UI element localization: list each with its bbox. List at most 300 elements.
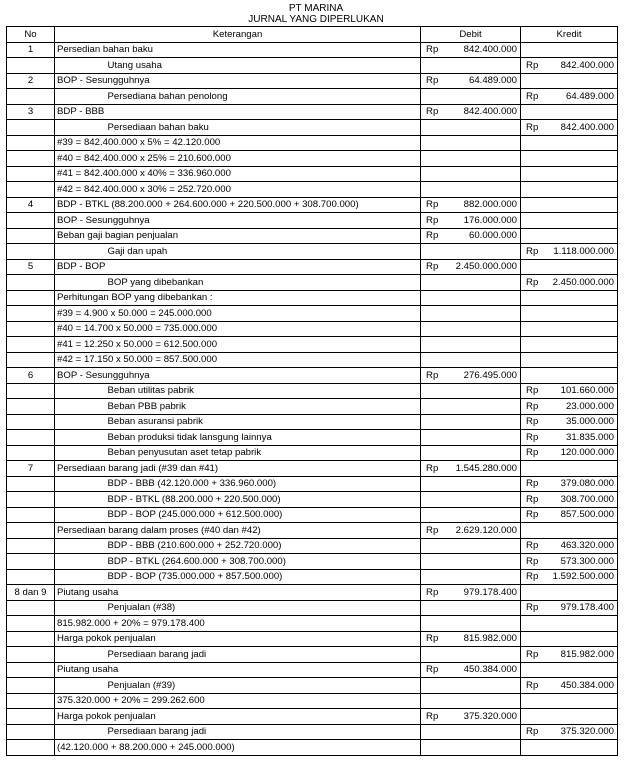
- account-text: BDP - BTKL (88.200.000 + 264.600.000 + 220.500.000 + 308.700.000): [57, 199, 359, 211]
- table-row: [7, 523, 618, 539]
- debit-cell: [421, 507, 521, 523]
- indent-cell: [55, 89, 106, 105]
- account-credit-text: Beban PBB pabrik: [107, 400, 186, 412]
- account-credit-text: Persediana bahan penolong: [107, 90, 228, 102]
- kredit-amount: 2.450.000.000: [552, 276, 615, 288]
- table-row: [7, 151, 618, 167]
- kredit-amount: 308.700.000: [560, 493, 615, 505]
- kredit-amount: 1.118.000.000: [553, 245, 615, 257]
- entry-number: [7, 724, 55, 740]
- indent-cell: [55, 538, 106, 554]
- table-row: [7, 554, 618, 570]
- table-row: [7, 321, 618, 337]
- header-keterangan: Keterangan: [55, 27, 421, 43]
- table-row: [7, 631, 618, 647]
- account-text: Harga pokok penjualan: [57, 710, 156, 722]
- currency-label: Rp: [526, 555, 539, 567]
- account-text: #39 = 4.900 x 50.000 = 245.000.000: [57, 307, 212, 319]
- currency-label: Rp: [526, 59, 539, 71]
- debit-cell: [421, 445, 521, 461]
- entry-number: 1: [7, 42, 55, 58]
- entry-number: [7, 58, 55, 74]
- account-credit-text: Penjualan (#39): [107, 679, 176, 691]
- kredit-amount: 815.982.000: [560, 648, 615, 660]
- currency-label: Rp: [526, 121, 539, 133]
- kredit-cell: [521, 290, 618, 306]
- debit-amount: 2.450.000.000: [455, 261, 518, 273]
- entry-number: [7, 709, 55, 725]
- kredit-cell: [521, 662, 618, 678]
- table-row: [7, 244, 618, 260]
- currency-label: Rp: [426, 214, 439, 226]
- indent-cell: [55, 507, 106, 523]
- indent-cell: [55, 445, 106, 461]
- debit-cell: [421, 120, 521, 136]
- table-row: [7, 693, 618, 709]
- entry-number: [7, 352, 55, 368]
- debit-cell: [421, 693, 521, 709]
- currency-label: Rp: [526, 431, 539, 443]
- indent-cell: [55, 383, 106, 399]
- debit-cell: [421, 647, 521, 663]
- table-row: [7, 662, 618, 678]
- account-text: 815.982.000 + 20% = 979.178.400: [57, 617, 205, 629]
- debit-cell: [421, 89, 521, 105]
- kredit-cell: [521, 228, 618, 244]
- entry-number: [7, 290, 55, 306]
- indent-cell: [55, 569, 106, 585]
- account-credit-text: Beban penyusutan aset tetap pabrik: [107, 447, 262, 459]
- table-row: [7, 58, 618, 74]
- currency-label: Rp: [426, 369, 439, 381]
- entry-number: [7, 445, 55, 461]
- kredit-amount: 463.320.000: [560, 540, 615, 552]
- table-row: [7, 166, 618, 182]
- table-row: [7, 740, 618, 756]
- kredit-cell: [521, 120, 618, 136]
- kredit-cell: [521, 631, 618, 647]
- entry-number: [7, 120, 55, 136]
- entry-number: [7, 693, 55, 709]
- entry-number: [7, 507, 55, 523]
- entry-number: [7, 678, 55, 694]
- kredit-cell: [521, 647, 618, 663]
- account-text: #40 = 842.400.000 x 25% = 210.600.000: [57, 152, 231, 164]
- table-row: [7, 197, 618, 213]
- table-row: [7, 709, 618, 725]
- entry-number: [7, 244, 55, 260]
- debit-amount: 276.495.000: [463, 369, 518, 381]
- debit-cell: [421, 554, 521, 570]
- currency-label: Rp: [426, 44, 439, 56]
- debit-cell: [421, 182, 521, 198]
- debit-cell: [421, 631, 521, 647]
- kredit-amount: 573.300.000: [560, 555, 615, 567]
- kredit-amount: 23.000.000: [566, 400, 615, 412]
- kredit-cell: [521, 58, 618, 74]
- kredit-cell: [521, 492, 618, 508]
- table-row: [7, 399, 618, 415]
- indent-cell: [55, 678, 106, 694]
- kredit-amount: 64.489.000: [566, 90, 615, 102]
- kredit-amount: 857.500.000: [560, 509, 615, 521]
- debit-cell: [421, 42, 521, 58]
- account-text: Beban gaji bagian penjualan: [57, 230, 179, 242]
- header-kredit: Kredit: [521, 27, 618, 43]
- debit-cell: [421, 135, 521, 151]
- kredit-amount: 842.400.000: [560, 121, 615, 133]
- debit-cell: [421, 461, 521, 477]
- kredit-amount: 379.080.000: [560, 478, 615, 490]
- debit-amount: 882.000.000: [463, 199, 518, 211]
- account-text: (42.120.000 + 88.200.000 + 245.000.000): [57, 741, 235, 753]
- table-row: [7, 368, 618, 384]
- entry-number: [7, 554, 55, 570]
- account-text: BOP - Sesungguhnya: [57, 214, 150, 226]
- currency-label: Rp: [426, 664, 439, 676]
- indent-cell: [55, 492, 106, 508]
- account-text: Piutang usaha: [57, 664, 119, 676]
- indent-cell: [55, 58, 106, 74]
- debit-cell: [421, 104, 521, 120]
- table-row: [7, 89, 618, 105]
- debit-amount: 375.320.000: [463, 710, 518, 722]
- debit-cell: [421, 259, 521, 275]
- entry-number: [7, 213, 55, 229]
- kredit-cell: [521, 445, 618, 461]
- kredit-cell: [521, 399, 618, 415]
- currency-label: Rp: [526, 478, 539, 490]
- kredit-cell: [521, 724, 618, 740]
- account-text: Persediaan barang jadi (#39 dan #41): [57, 462, 219, 474]
- table-row: [7, 414, 618, 430]
- table-row: [7, 492, 618, 508]
- debit-cell: [421, 492, 521, 508]
- currency-label: Rp: [526, 276, 539, 288]
- currency-label: Rp: [426, 106, 439, 118]
- currency-label: Rp: [426, 633, 439, 645]
- debit-amount: 176.000.000: [463, 214, 518, 226]
- account-text: #41 = 842.400.000 x 40% = 336.960.000: [57, 168, 231, 180]
- account-text: #41 = 12.250 x 50.000 = 612.500.000: [57, 338, 218, 350]
- kredit-cell: [521, 166, 618, 182]
- entry-number: [7, 740, 55, 756]
- table-row: [7, 461, 618, 477]
- kredit-cell: [521, 616, 618, 632]
- debit-cell: [421, 166, 521, 182]
- debit-cell: [421, 275, 521, 291]
- debit-cell: [421, 197, 521, 213]
- currency-label: Rp: [526, 726, 539, 738]
- entry-number: 2: [7, 73, 55, 89]
- kredit-cell: [521, 430, 618, 446]
- currency-label: Rp: [526, 416, 539, 428]
- entry-number: [7, 399, 55, 415]
- kredit-cell: [521, 523, 618, 539]
- table-row: [7, 430, 618, 446]
- debit-cell: [421, 740, 521, 756]
- account-text: BDP - BOP: [57, 261, 106, 273]
- entry-number: [7, 569, 55, 585]
- account-credit-text: Persediaan barang jadi: [107, 648, 207, 660]
- entry-number: [7, 135, 55, 151]
- table-row: [7, 135, 618, 151]
- table-row: [7, 259, 618, 275]
- kredit-amount: 842.400.000: [560, 59, 615, 71]
- kredit-cell: [521, 538, 618, 554]
- table-row: [7, 290, 618, 306]
- table-row: [7, 213, 618, 229]
- kredit-cell: [521, 507, 618, 523]
- debit-cell: [421, 616, 521, 632]
- entry-number: [7, 321, 55, 337]
- currency-label: Rp: [526, 679, 539, 691]
- kredit-amount: 101.660.000: [560, 385, 615, 397]
- currency-label: Rp: [526, 540, 539, 552]
- account-text: #40 = 14.700 x 50.000 = 735.000.000: [57, 323, 218, 335]
- debit-cell: [421, 476, 521, 492]
- debit-amount: 979.178.400: [463, 586, 518, 598]
- kredit-amount: 1.592.500.000: [552, 571, 615, 583]
- debit-cell: [421, 709, 521, 725]
- table-row: [7, 352, 618, 368]
- account-credit-text: Gaji dan upah: [107, 245, 168, 257]
- kredit-amount: 35.000.000: [566, 416, 615, 428]
- debit-amount: 2.629.120.000: [455, 524, 518, 536]
- currency-label: Rp: [426, 524, 439, 536]
- account-text: Persediaan barang dalam proses (#40 dan #42): [57, 524, 261, 536]
- kredit-cell: [521, 461, 618, 477]
- entry-number: [7, 89, 55, 105]
- debit-cell: [421, 678, 521, 694]
- debit-amount: 64.489.000: [469, 75, 518, 87]
- currency-label: Rp: [526, 509, 539, 521]
- entry-number: 7: [7, 461, 55, 477]
- account-text: #39 = 842.400.000 x 5% = 42.120.000: [57, 137, 221, 149]
- currency-label: Rp: [526, 400, 539, 412]
- kredit-cell: [521, 73, 618, 89]
- account-credit-text: BDP - BOP (735.000.000 + 857.500.000): [107, 571, 283, 583]
- account-credit-text: BDP - BTKL (88.200.000 + 220.500.000): [107, 493, 281, 505]
- header-no: No: [7, 27, 55, 43]
- entry-number: [7, 616, 55, 632]
- table-row: [7, 678, 618, 694]
- currency-label: Rp: [526, 447, 539, 459]
- entry-number: [7, 523, 55, 539]
- account-text: BDP - BBB: [57, 106, 105, 118]
- kredit-cell: [521, 569, 618, 585]
- indent-cell: [55, 414, 106, 430]
- debit-cell: [421, 724, 521, 740]
- kredit-cell: [521, 585, 618, 601]
- header-row: [7, 27, 618, 43]
- entry-number: 6: [7, 368, 55, 384]
- entry-number: [7, 631, 55, 647]
- account-credit-text: Beban asuransi pabrik: [107, 416, 203, 428]
- debit-cell: [421, 352, 521, 368]
- debit-amount: 842.400.000: [463, 44, 518, 56]
- account-credit-text: BDP - BOP (245.000.000 + 612.500.000): [107, 509, 283, 521]
- table-row: [7, 73, 618, 89]
- account-text: BOP - Sesungguhnya: [57, 75, 150, 87]
- kredit-cell: [521, 693, 618, 709]
- entry-number: 5: [7, 259, 55, 275]
- kredit-cell: [521, 352, 618, 368]
- kredit-cell: [521, 337, 618, 353]
- account-credit-text: Persediaan barang jadi: [107, 726, 207, 738]
- entry-number: [7, 228, 55, 244]
- indent-cell: [55, 244, 106, 260]
- kredit-cell: [521, 709, 618, 725]
- account-text: #42 = 842.400.000 x 30% = 252.720.000: [57, 183, 231, 195]
- table-row: [7, 647, 618, 663]
- kredit-amount: 31.835.000: [566, 431, 615, 443]
- kredit-cell: [521, 42, 618, 58]
- currency-label: Rp: [426, 199, 439, 211]
- table-row: [7, 507, 618, 523]
- entry-number: [7, 600, 55, 616]
- entry-number: [7, 151, 55, 167]
- kredit-cell: [521, 244, 618, 260]
- company-title: PT MARINA: [288, 3, 344, 14]
- kredit-cell: [521, 554, 618, 570]
- debit-cell: [421, 290, 521, 306]
- currency-label: Rp: [426, 75, 439, 87]
- indent-cell: [55, 476, 106, 492]
- table-row: [7, 616, 618, 632]
- debit-cell: [421, 399, 521, 415]
- table-row: [7, 228, 618, 244]
- table-row: [7, 42, 618, 58]
- currency-label: Rp: [426, 230, 439, 242]
- debit-amount: 1.545.280.000: [455, 462, 518, 474]
- account-text: Harga pokok penjualan: [57, 633, 156, 645]
- debit-cell: [421, 73, 521, 89]
- entry-number: [7, 492, 55, 508]
- debit-amount: 450.384.000: [463, 664, 518, 676]
- debit-cell: [421, 430, 521, 446]
- debit-cell: [421, 337, 521, 353]
- currency-label: Rp: [526, 602, 539, 614]
- indent-cell: [55, 430, 106, 446]
- indent-cell: [55, 647, 106, 663]
- kredit-cell: [521, 740, 618, 756]
- indent-cell: [55, 120, 106, 136]
- entry-number: [7, 383, 55, 399]
- indent-cell: [55, 554, 106, 570]
- kredit-cell: [521, 151, 618, 167]
- account-credit-text: BDP - BTKL (264.600.000 + 308.700.000): [107, 555, 286, 567]
- debit-cell: [421, 213, 521, 229]
- debit-cell: [421, 321, 521, 337]
- account-credit-text: Persediaan bahan baku: [107, 121, 209, 133]
- entry-number: [7, 414, 55, 430]
- indent-cell: [55, 600, 106, 616]
- debit-cell: [421, 151, 521, 167]
- table-row: [7, 569, 618, 585]
- currency-label: Rp: [526, 493, 539, 505]
- kredit-cell: [521, 104, 618, 120]
- table-row: [7, 182, 618, 198]
- entry-number: [7, 182, 55, 198]
- kredit-amount: 450.384.000: [560, 679, 615, 691]
- entry-number: [7, 476, 55, 492]
- account-text: Persedian bahan baku: [57, 44, 154, 56]
- account-credit-text: Penjualan (#38): [107, 602, 176, 614]
- debit-amount: 60.000.000: [469, 230, 518, 242]
- kredit-cell: [521, 259, 618, 275]
- table-row: [7, 476, 618, 492]
- debit-amount: 842.400.000: [463, 106, 518, 118]
- journal-subtitle: JURNAL YANG DIPERLUKAN: [248, 14, 384, 25]
- indent-cell: [55, 275, 106, 291]
- account-credit-text: Beban utilitas pabrik: [107, 385, 194, 397]
- debit-cell: [421, 569, 521, 585]
- debit-cell: [421, 662, 521, 678]
- table-row: [7, 585, 618, 601]
- debit-cell: [421, 600, 521, 616]
- table-row: [7, 383, 618, 399]
- currency-label: Rp: [426, 586, 439, 598]
- entry-number: [7, 166, 55, 182]
- entry-number: [7, 337, 55, 353]
- account-text: Perhitungan BOP yang dibebankan :: [57, 292, 213, 304]
- entry-number: 3: [7, 104, 55, 120]
- entry-number: [7, 662, 55, 678]
- kredit-cell: [521, 383, 618, 399]
- entry-number: 4: [7, 197, 55, 213]
- currency-label: Rp: [426, 462, 439, 474]
- kredit-cell: [521, 182, 618, 198]
- kredit-cell: [521, 306, 618, 322]
- account-credit-text: Beban produksi tidak lansgung lainnya: [107, 431, 272, 443]
- debit-cell: [421, 306, 521, 322]
- kredit-cell: [521, 321, 618, 337]
- debit-cell: [421, 523, 521, 539]
- kredit-cell: [521, 600, 618, 616]
- account-credit-text: Utang usaha: [107, 59, 162, 71]
- account-credit-text: BDP - BBB (42.120.000 + 336.960.000): [107, 478, 277, 490]
- kredit-cell: [521, 213, 618, 229]
- entry-number: [7, 538, 55, 554]
- currency-label: Rp: [526, 90, 539, 102]
- table-row: [7, 104, 618, 120]
- header-debit: Debit: [421, 27, 521, 43]
- kredit-cell: [521, 275, 618, 291]
- journal-table: [6, 26, 618, 756]
- kredit-cell: [521, 414, 618, 430]
- account-credit-text: BDP - BBB (210.600.000 + 252.720.000): [107, 540, 282, 552]
- kredit-amount: 120.000.000: [560, 447, 615, 459]
- account-text: #42 = 17.150 x 50.000 = 857.500.000: [57, 354, 218, 366]
- indent-cell: [55, 724, 106, 740]
- account-text: Piutang usaha: [57, 586, 119, 598]
- kredit-amount: 375.320.000: [560, 726, 615, 738]
- debit-amount: 815.982.000: [463, 633, 518, 645]
- account-text: BOP - Sesungguhnya: [57, 369, 150, 381]
- debit-cell: [421, 414, 521, 430]
- currency-label: Rp: [426, 261, 439, 273]
- entry-number: [7, 647, 55, 663]
- table-row: [7, 445, 618, 461]
- kredit-cell: [521, 678, 618, 694]
- debit-cell: [421, 585, 521, 601]
- kredit-amount: 979.178.400: [560, 602, 615, 614]
- account-text: 375.320.000 + 20% = 299.262.600: [57, 695, 205, 707]
- currency-label: Rp: [526, 648, 539, 660]
- table-row: [7, 724, 618, 740]
- currency-label: Rp: [526, 245, 539, 257]
